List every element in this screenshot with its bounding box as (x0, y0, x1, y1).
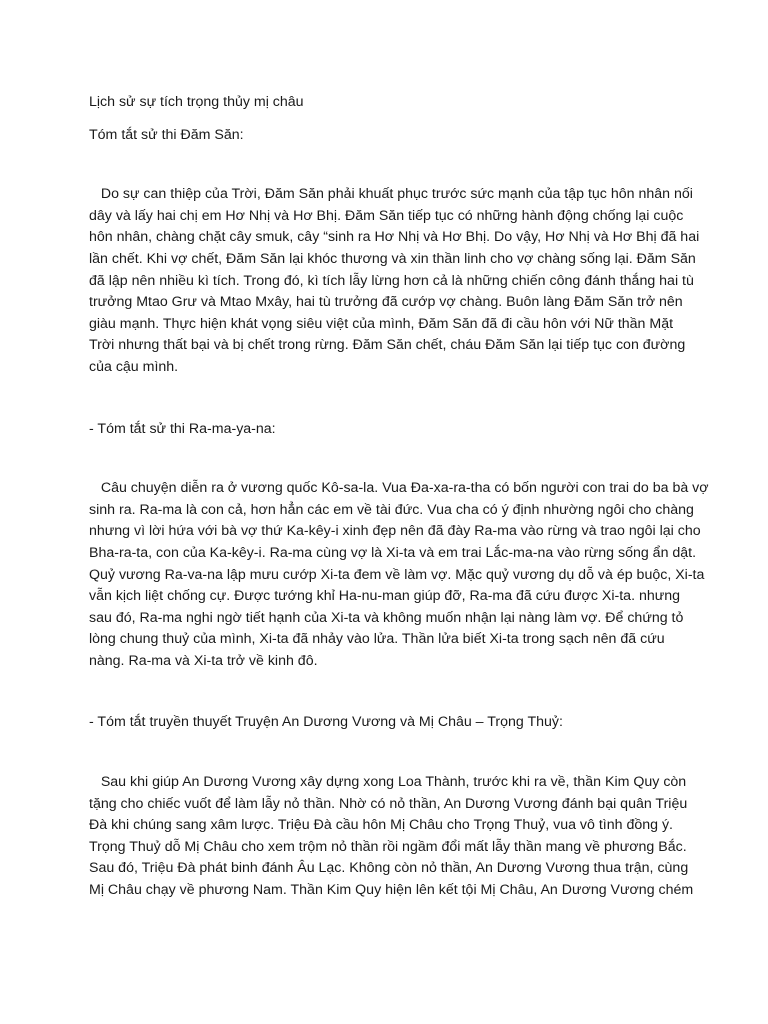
paragraph-line: vẫn kịch liệt chống cự. Được tướng khỉ Ha-nu-man giúp đỡ, Ra-ma đã cứu được Xi-ta. nhưng (89, 588, 681, 605)
paragraph-line: đã lập nên nhiều kì tích. Trong đó, kì tích lẫy lừng hơn cả là những chiến công đánh thắng hai tù (89, 272, 694, 289)
document-body (89, 92, 709, 902)
paragraph-line: tặng cho chiếc vuốt để làm lẫy nỏ thần. Nhờ có nỏ thần, An Dương Vương đánh bại quân Triệu (89, 795, 688, 812)
paragraph-line: lòng chung thuỷ của mình, Xi-ta đã nhảy vào lửa. Thần lửa biết Xi-ta trong sạch nên đã cứu (89, 631, 665, 648)
paragraph-line: trưởng Mtao Grư và Mtao Mxây, hai tù trưởng đã cướp vợ chàng. Buôn làng Đăm Săn trở nên (89, 294, 683, 311)
paragraph-line: Trọng Thuỷ dỗ Mị Châu cho xem trộm nỏ thần rồi ngầm đổi mất lẫy thần mang về phương Bắc. (89, 838, 687, 855)
paragraph-dam-san (89, 184, 700, 378)
spacer (89, 146, 681, 184)
spacer (89, 734, 681, 772)
paragraph-line: Đà khi chúng sang xâm lược. Triệu Đà cầu hôn Mị Châu cho Trọng Thuỷ, vua vô tình đồng ý. (89, 817, 673, 834)
paragraph-line: Trời nhưng thất bại và bị chết trong rừng. Đăm Săn chết, cháu Đăm Săn lại tiếp tục con đường (89, 337, 686, 354)
paragraph-line: nàng. Ra-ma và Xi-ta trở về kinh đô. (89, 652, 318, 669)
paragraph-line: Bha-ra-ta, con của Ka-kêy-i. Ra-ma cùng vợ là Xi-ta và em trai Lắc-ma-na vào rừng sống ẩn dật. (89, 544, 697, 561)
section-heading-dam-san: Tóm tắt sử thi Đăm Săn: (89, 126, 244, 143)
paragraph-line: Sau đó, Triệu Đà phát binh đánh Âu Lạc. Không còn nỏ thần, An Dương Vương thua trận, cùng (89, 860, 689, 877)
paragraph-line: giàu mạnh. Thực hiện khát vọng siêu việt của mình, Đăm Săn đã đi cầu hôn với Nữ thần Mặt (89, 315, 674, 332)
paragraph-line: dây và lấy hai chị em Hơ Nhị và Hơ Bhị. Đăm Săn tiếp tục có những hành động chống lại cuộc (89, 207, 684, 224)
paragraph-line: lần chết. Khi vợ chết, Đăm Săn lại khóc thương và xin thần linh cho vợ chàng sống lại. Đăm Săn (89, 250, 696, 267)
spacer (89, 672, 681, 712)
spacer (89, 440, 681, 478)
spacer (89, 114, 681, 125)
paragraph-line: Câu chuyện diễn ra ở vương quốc Kô-sa-la. Vua Đa-xa-ra-tha có bốn người con trai do ba bà vợ (89, 480, 709, 497)
paragraph-line: Mị Châu chạy về phương Nam. Thần Kim Quy hiện lên kết tội Mị Châu, An Dương Vương chém (89, 882, 694, 899)
spacer (89, 379, 681, 419)
paragraph-line: Do sự can thiệp của Trời, Đăm Săn phải khuất phục trước sức mạnh của tập tục hôn nhân nối (89, 186, 693, 203)
section-heading-ramayana: - Tóm tắt sử thi Ra-ma-ya-na: (89, 420, 276, 437)
paragraph-line: sinh ra. Ra-ma là con cả, hơn hẳn các em về tài đức. Vua cha có ý định nhường ngôi cho chàng (89, 501, 694, 518)
paragraph-ramayana (89, 478, 709, 672)
paragraph-an-duong-vuong (89, 772, 694, 902)
document-title: Lịch sử sự tích trọng thủy mị châu (89, 94, 304, 110)
paragraph-line: Quỷ vương Ra-va-na lập mưu cướp Xi-ta đem về làm vợ. Mặc quỷ vương dụ dỗ và ép buộc, Xi-ta (89, 566, 705, 583)
paragraph-line: Sau khi giúp An Dương Vương xây dựng xong Loa Thành, trước khi ra về, thần Kim Quy còn (89, 774, 687, 791)
section-heading-an-duong-vuong: - Tóm tắt truyền thuyết Truyện An Dương Vương và Mị Châu – Trọng Thuỷ: (89, 714, 563, 731)
paragraph-line: của cậu mình. (89, 358, 179, 375)
paragraph-line: sau đó, Ra-ma nghi ngờ tiết hạnh của Xi-ta và không muốn nhận lại nàng làm vợ. Để chứng tỏ (89, 609, 684, 626)
paragraph-line: hôn nhân, chàng chặt cây smuk, cây “sinh ra Hơ Nhị và Hơ Bhị. Do vậy, Hơ Nhị và Hơ Bhị đã hai (89, 229, 700, 246)
paragraph-line: nhưng vì lời hứa với bà vợ thứ Ka-kêy-i xinh đẹp nên đã đày Ra-ma vào rừng và trao ngôi lại cho (89, 523, 701, 540)
